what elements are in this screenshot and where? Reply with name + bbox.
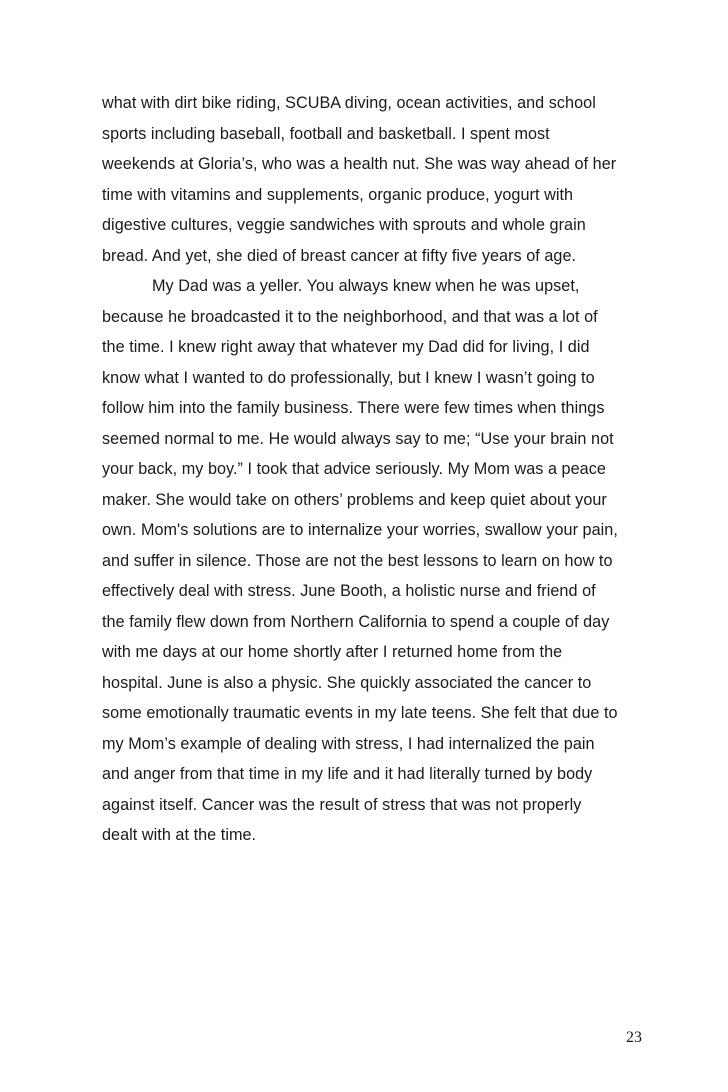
text-line: seemed normal to me. He would always say to me; “Use your brain not: [102, 429, 614, 448]
text-line: and suffer in silence. Those are not the best lessons to learn on how to: [102, 551, 613, 570]
text-line: some emotionally traumatic events in my late teens. She felt that due to: [102, 704, 618, 722]
text-line: sports including baseball, football and basketball. I spent most: [102, 124, 550, 143]
text-line: know what I wanted to do professionally, but I knew I wasn’t going to: [102, 368, 595, 387]
text-line: and anger from that time in my life and it had literally turned by body: [102, 765, 593, 783]
text-line: time with vitamins and supplements, organic produce, yogurt with: [102, 185, 574, 204]
text-line: digestive cultures, veggie sandwiches with sprouts and whole grain: [102, 216, 586, 234]
text-line: maker. She would take on others’ problems and keep quiet about your: [102, 490, 607, 509]
text-line: hospital. June is also a physic. She quickly associated the cancer to: [102, 673, 592, 692]
text-line: your back, my boy.” I took that advice seriously. My Mom was a peace: [102, 460, 606, 478]
text-line: with me days at our home shortly after I returned home from the: [102, 643, 563, 661]
body-text: [102, 88, 662, 851]
text-line: follow him into the family business. There were few times when things: [102, 399, 605, 417]
text-line: effectively deal with stress. June Booth, a holistic nurse and friend of: [102, 582, 596, 600]
text-line: against itself. Cancer was the result of stress that was not properly: [102, 795, 582, 814]
text-line: the time. I knew right away that whatever my Dad did for living, I did: [102, 338, 590, 356]
text-line: My Dad was a yeller. You always knew when he was upset,: [152, 277, 580, 295]
text-line: my Mom’s example of dealing with stress, I had internalized the pain: [102, 734, 595, 753]
text-line: weekends at Gloria’s, who was a health nut. She was way ahead of her: [102, 155, 617, 173]
text-line: bread. And yet, she died of breast cancer at fifty five years of age.: [102, 246, 577, 265]
page-number: 23: [626, 1029, 642, 1046]
text-line: dealt with at the time.: [102, 826, 257, 844]
text-line: the family flew down from Northern California to spend a couple of day: [102, 612, 610, 631]
text-line: what with dirt bike riding, SCUBA diving, ocean activities, and school: [102, 94, 596, 112]
text-line: because he broadcasted it to the neighborhood, and that was a lot of: [102, 307, 598, 326]
text-line: own. Mom's solutions are to internalize your worries, swallow your pain,: [102, 521, 618, 539]
